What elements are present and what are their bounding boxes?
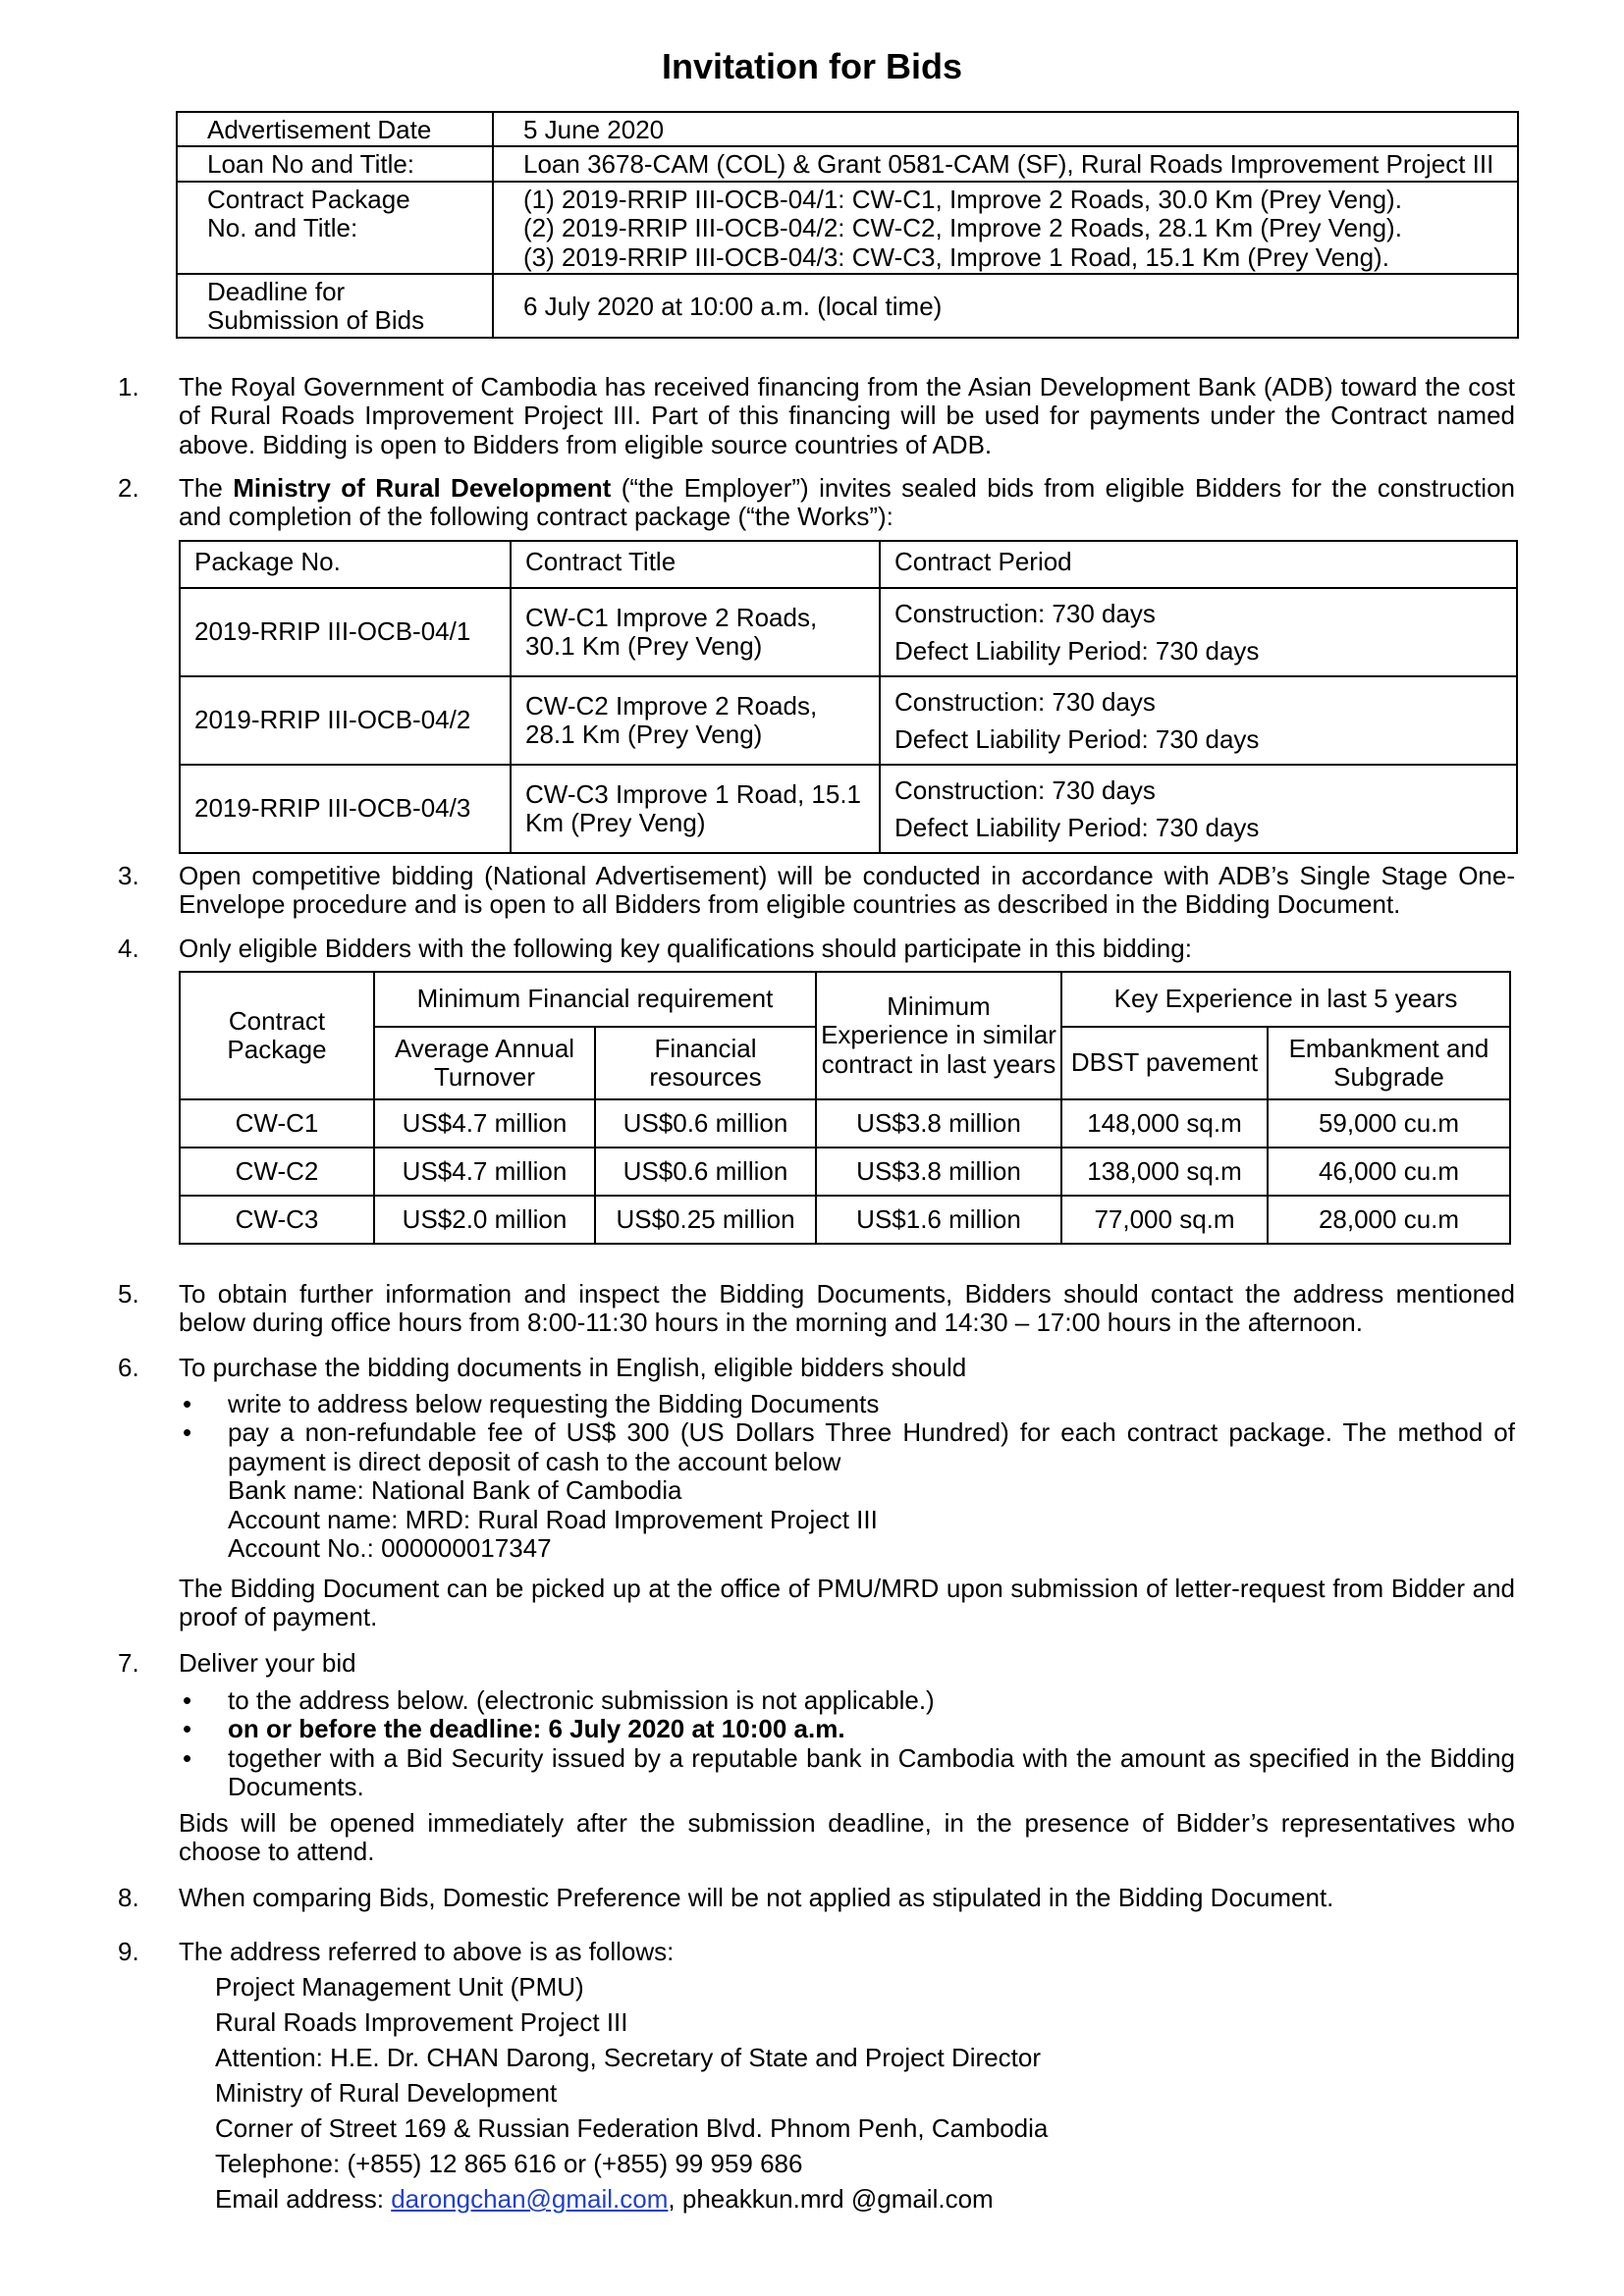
item-number: 1. <box>118 372 139 401</box>
contract-period-cell <box>880 765 1517 853</box>
bullet: • <box>183 1714 192 1744</box>
email-rest: , pheakkun.mrd @gmail.com <box>668 2184 994 2214</box>
info-value: Loan 3678-CAM (COL) & Grant 0581-CAM (SF), Rural Roads Improvement Project III <box>493 146 1518 181</box>
info-row-loan <box>177 146 1518 181</box>
item-number: 6. <box>118 1353 139 1382</box>
works-table <box>179 540 1518 854</box>
bullet-text: pay a non-refundable fee of US$ 300 (US Dollars Three Hundred) for each contract package. The method of payment is direct deposit of cash to the account below <box>228 1417 1515 1476</box>
item-1-text: The Royal Government of Cambodia has received financing from the Asian Development Bank (ADB) toward the cost of Rural Roads Improvement Project III. Part of this financing will be used for payments under the Contract named above. Bidding is open to Bidders from eligible source countries of ADB. <box>179 372 1515 459</box>
address-line: Project Management Unit (PMU) <box>215 1972 584 2002</box>
info-label: Advertisement Date <box>177 112 493 146</box>
contract-title-cell: CW-C3 Improve 1 Road, 15.1 Km (Prey Veng) <box>511 765 880 853</box>
email-label: Email address: <box>215 2184 392 2214</box>
table-cell: 28,000 cu.m <box>1268 1196 1510 1244</box>
column-header: Minimum Financial requirement <box>374 972 816 1027</box>
package-line: (3) 2019-RRIP III-OCB-04/3: CW-C3, Improve 1 Road, 15.1 Km (Prey Veng). <box>523 241 1389 272</box>
quals-header-row <box>180 972 1510 1027</box>
item-3-text: Open competitive bidding (National Advertisement) will be conducted in accordance with ADB’s Single Stage One-Envelope procedure and is open to all Bidders from eligible countries as described in the Bidding Document. <box>179 861 1515 920</box>
table-cell: US$2.0 million <box>374 1196 595 1244</box>
item-7-after-text: Bids will be opened immediately after the submission deadline, in the presence of Bidder’s representatives who choose to attend. <box>179 1808 1515 1867</box>
telephone-line: Telephone: (+855) 12 865 616 or (+855) 99 959 686 <box>215 2149 803 2178</box>
table-row <box>180 1196 1510 1244</box>
bullet: • <box>183 1389 192 1418</box>
info-label-line: No. and Title: <box>207 213 358 243</box>
table-row <box>180 1148 1510 1196</box>
defect-liability-period: Defect Liability Period: 730 days <box>894 636 1260 666</box>
table-cell: 59,000 cu.m <box>1268 1099 1510 1148</box>
column-header: DBST pavement <box>1061 1027 1268 1099</box>
table-cell: US$1.6 million <box>816 1196 1061 1244</box>
item-number: 4. <box>118 934 139 963</box>
works-header-row <box>180 541 1517 588</box>
table-cell: US$0.6 million <box>595 1148 816 1196</box>
column-header: Minimum Experience in similar contract in last years <box>816 972 1061 1099</box>
address-block <box>215 1969 1048 2216</box>
construction-period: Construction: 730 days <box>894 775 1156 805</box>
info-row-package <box>177 182 1518 274</box>
list-item <box>179 1744 1515 1802</box>
info-value: 5 June 2020 <box>493 112 1518 146</box>
package-no-cell: 2019-RRIP III-OCB-04/3 <box>180 765 511 853</box>
package-line: (2) 2019-RRIP III-OCB-04/2: CW-C2, Improve 2 Roads, 28.1 Km (Prey Veng). <box>523 213 1402 243</box>
table-cell: 148,000 sq.m <box>1061 1099 1268 1148</box>
info-label-line: Contract Package <box>207 184 410 214</box>
list-item <box>179 1418 1515 1563</box>
table-cell: US$3.8 million <box>816 1148 1061 1196</box>
table-cell: 46,000 cu.m <box>1268 1148 1510 1196</box>
info-value <box>493 182 1518 274</box>
item-number: 2. <box>118 473 139 503</box>
defect-liability-period: Defect Liability Period: 730 days <box>894 724 1260 754</box>
item-2-text-pre: The <box>179 473 234 503</box>
package-line: (1) 2019-RRIP III-OCB-04/1: CW-C1, Improve 2 Roads, 30.0 Km (Prey Veng). <box>523 184 1402 214</box>
address-line: Ministry of Rural Development <box>215 2078 558 2108</box>
info-value: 6 July 2020 at 10:00 a.m. (local time) <box>493 274 1518 338</box>
info-label <box>177 182 493 274</box>
column-header: Embankment and Subgrade <box>1268 1027 1510 1099</box>
contract-period-cell <box>880 676 1517 765</box>
table-cell: CW-C3 <box>180 1196 374 1244</box>
contract-title-cell: CW-C2 Improve 2 Roads, 28.1 Km (Prey Veng) <box>511 676 880 765</box>
column-header: Contract Package <box>180 972 374 1099</box>
construction-period: Construction: 730 days <box>894 687 1156 717</box>
item-9-text: The address referred to above is as follows: <box>179 1937 675 1966</box>
column-header: Average Annual Turnover <box>374 1027 595 1099</box>
table-cell: US$4.7 million <box>374 1099 595 1148</box>
table-cell: US$4.7 million <box>374 1148 595 1196</box>
qualifications-table <box>179 971 1511 1245</box>
contract-title-cell: CW-C1 Improve 2 Roads, 30.1 Km (Prey Veng) <box>511 588 880 676</box>
bullet-text: to the address below. (electronic submission is not applicable.) <box>228 1685 935 1715</box>
item-6-text: To purchase the bidding documents in English, eligible bidders should <box>179 1353 967 1382</box>
table-cell: US$0.25 million <box>595 1196 816 1244</box>
info-label <box>177 274 493 338</box>
email-line <box>215 2181 1048 2216</box>
column-header: Contract Title <box>511 541 880 588</box>
account-number: Account No.: 000000017347 <box>228 1532 552 1563</box>
address-line: Attention: H.E. Dr. CHAN Darong, Secretary of State and Project Director <box>215 2043 1042 2072</box>
item-7-bullets <box>179 1686 1515 1802</box>
email-link[interactable]: darongchan@gmail.com <box>391 2184 669 2214</box>
column-header: Package No. <box>180 541 511 588</box>
table-cell: 77,000 sq.m <box>1061 1196 1268 1244</box>
item-6-after-text: The Bidding Document can be picked up at the office of PMU/MRD upon submission of letter-request from Bidder and proof of payment. <box>179 1574 1515 1632</box>
item-2-text <box>179 474 1515 532</box>
item-8-text: When comparing Bids, Domestic Preference will be not applied as stipulated in the Bidding Document. <box>179 1883 1334 1912</box>
column-header: Contract Period <box>880 541 1517 588</box>
bullet-text-deadline: on or before the deadline: 6 July 2020 at 10:00 a.m. <box>228 1714 845 1744</box>
package-no-cell: 2019-RRIP III-OCB-04/1 <box>180 588 511 676</box>
info-row-advertisement <box>177 112 1518 146</box>
table-cell: US$0.6 million <box>595 1099 816 1148</box>
table-row <box>180 1099 1510 1148</box>
list-item <box>179 1390 1515 1418</box>
info-label-line: Deadline for <box>207 276 346 306</box>
list-item <box>179 1686 1515 1715</box>
item-number: 3. <box>118 861 139 890</box>
bullet: • <box>183 1417 192 1448</box>
table-cell: CW-C2 <box>180 1148 374 1196</box>
construction-period: Construction: 730 days <box>894 599 1156 628</box>
item-7-text: Deliver your bid <box>179 1648 356 1678</box>
address-line: Rural Roads Improvement Project III <box>215 2007 628 2037</box>
table-cell: CW-C1 <box>180 1099 374 1148</box>
list-item <box>179 1715 1515 1743</box>
table-row <box>180 676 1517 765</box>
item-2-text-post: (“the Employer”) invites sealed bids from eligible Bidders for the construction and completion of the following contract package (“the Works”): <box>179 473 1516 532</box>
bullet: • <box>183 1685 192 1715</box>
info-label: Loan No and Title: <box>177 146 493 181</box>
item-4-text: Only eligible Bidders with the following key qualifications should participate in this bidding: <box>179 934 1192 963</box>
table-cell: US$3.8 million <box>816 1099 1061 1148</box>
item-number: 9. <box>118 1937 139 1966</box>
package-no-cell: 2019-RRIP III-OCB-04/2 <box>180 676 511 765</box>
employer-name: Ministry of Rural Development <box>233 473 612 503</box>
item-number: 5. <box>118 1279 139 1308</box>
info-row-deadline <box>177 274 1518 338</box>
account-name: Account name: MRD: Rural Road Improvement Project III <box>228 1504 878 1534</box>
table-cell: 138,000 sq.m <box>1061 1148 1268 1196</box>
defect-liability-period: Defect Liability Period: 730 days <box>894 813 1260 842</box>
table-row <box>180 765 1517 853</box>
info-label-line: Submission of Bids <box>207 305 425 336</box>
bullet-text: write to address below requesting the Bidding Documents <box>228 1389 880 1418</box>
address-line: Corner of Street 169 & Russian Federation Blvd. Phnom Penh, Cambodia <box>215 2113 1049 2143</box>
item-6-bullets <box>179 1390 1515 1563</box>
item-number: 8. <box>118 1883 139 1912</box>
bullet: • <box>183 1742 192 1773</box>
item-number: 7. <box>118 1648 139 1678</box>
bullet-text: together with a Bid Security issued by a reputable bank in Cambodia with the amount as specified in the Bidding Documents. <box>228 1742 1515 1802</box>
table-row <box>180 588 1517 676</box>
item-5-text: To obtain further information and inspect the Bidding Documents, Bidders should contact the address mentioned below during office hours from 8:00-11:30 hours in the morning and 14:30 – 17:00 hours in the afternoon. <box>179 1279 1515 1338</box>
page-title: Invitation for Bids <box>662 46 962 86</box>
contract-period-cell <box>880 588 1517 676</box>
bank-name: Bank name: National Bank of Cambodia <box>228 1475 682 1506</box>
column-header: Financial resources <box>595 1027 816 1099</box>
column-header: Key Experience in last 5 years <box>1061 972 1510 1027</box>
info-table <box>176 111 1519 339</box>
